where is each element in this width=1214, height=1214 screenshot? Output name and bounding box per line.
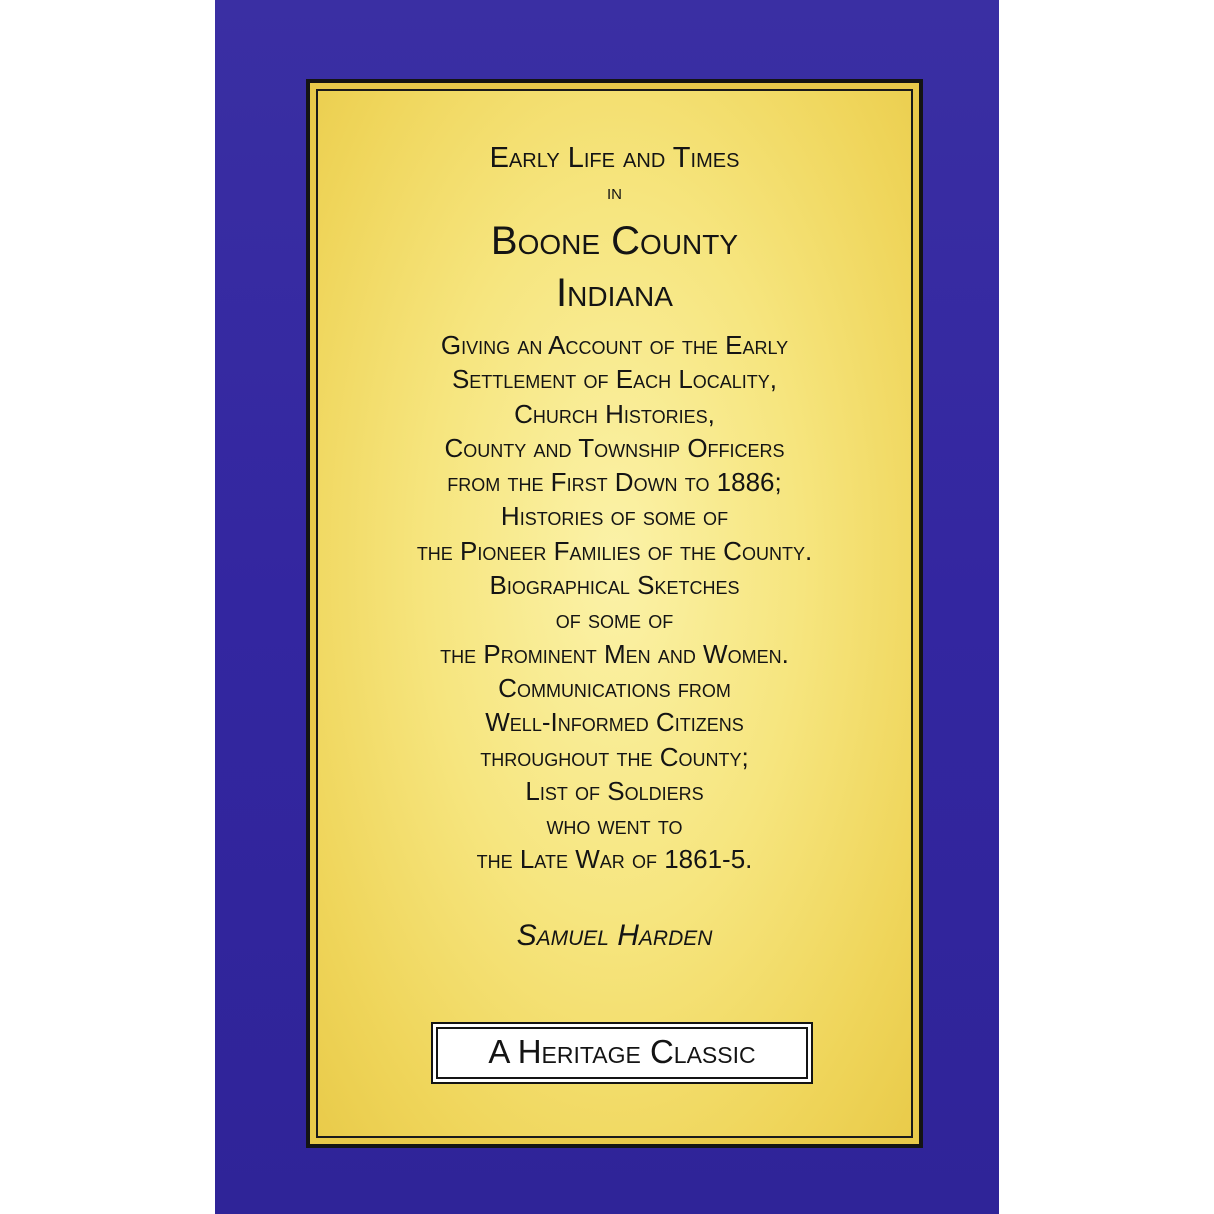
description-line: the Prominent Men and Women.: [440, 638, 789, 669]
title-line-1: Boone County: [490, 219, 739, 263]
description-line: County and Township Officers: [444, 432, 785, 463]
title-panel-frame: [306, 79, 923, 1148]
description-line: the Late War of 1861-5.: [476, 844, 753, 875]
book-cover: [215, 0, 999, 1214]
description-line: Well-Informed Citizens: [485, 707, 744, 738]
pre-title-text: Early Life and Times: [489, 142, 740, 174]
author-name: Samuel Harden: [516, 919, 713, 952]
description-line: Histories of some of: [500, 501, 729, 532]
main-title: [318, 215, 911, 319]
description: [318, 328, 911, 877]
pre-title-in: in: [607, 179, 622, 204]
description-line: List of Soldiers: [525, 775, 704, 806]
description-line: Giving an Account of the Early: [440, 330, 789, 360]
title-panel-border: [310, 83, 919, 1144]
description-line: the Pioneer Families of the County.: [416, 535, 813, 566]
description-line: who went to: [546, 810, 683, 841]
title-line-2: Indiana: [556, 271, 673, 315]
description-line: Church Histories,: [514, 398, 715, 429]
description-line: throughout the County;: [480, 741, 749, 772]
description-line: Biographical Sketches: [489, 570, 740, 601]
description-line: Settlement of Each Locality,: [451, 364, 778, 395]
description-line: of some of: [555, 604, 674, 635]
title-panel: [316, 89, 913, 1138]
pre-title: [318, 139, 911, 207]
description-line: Communications from: [498, 672, 731, 703]
description-line: from the First Down to 1886;: [447, 467, 782, 498]
series-badge: A Heritage Classic: [436, 1027, 808, 1079]
